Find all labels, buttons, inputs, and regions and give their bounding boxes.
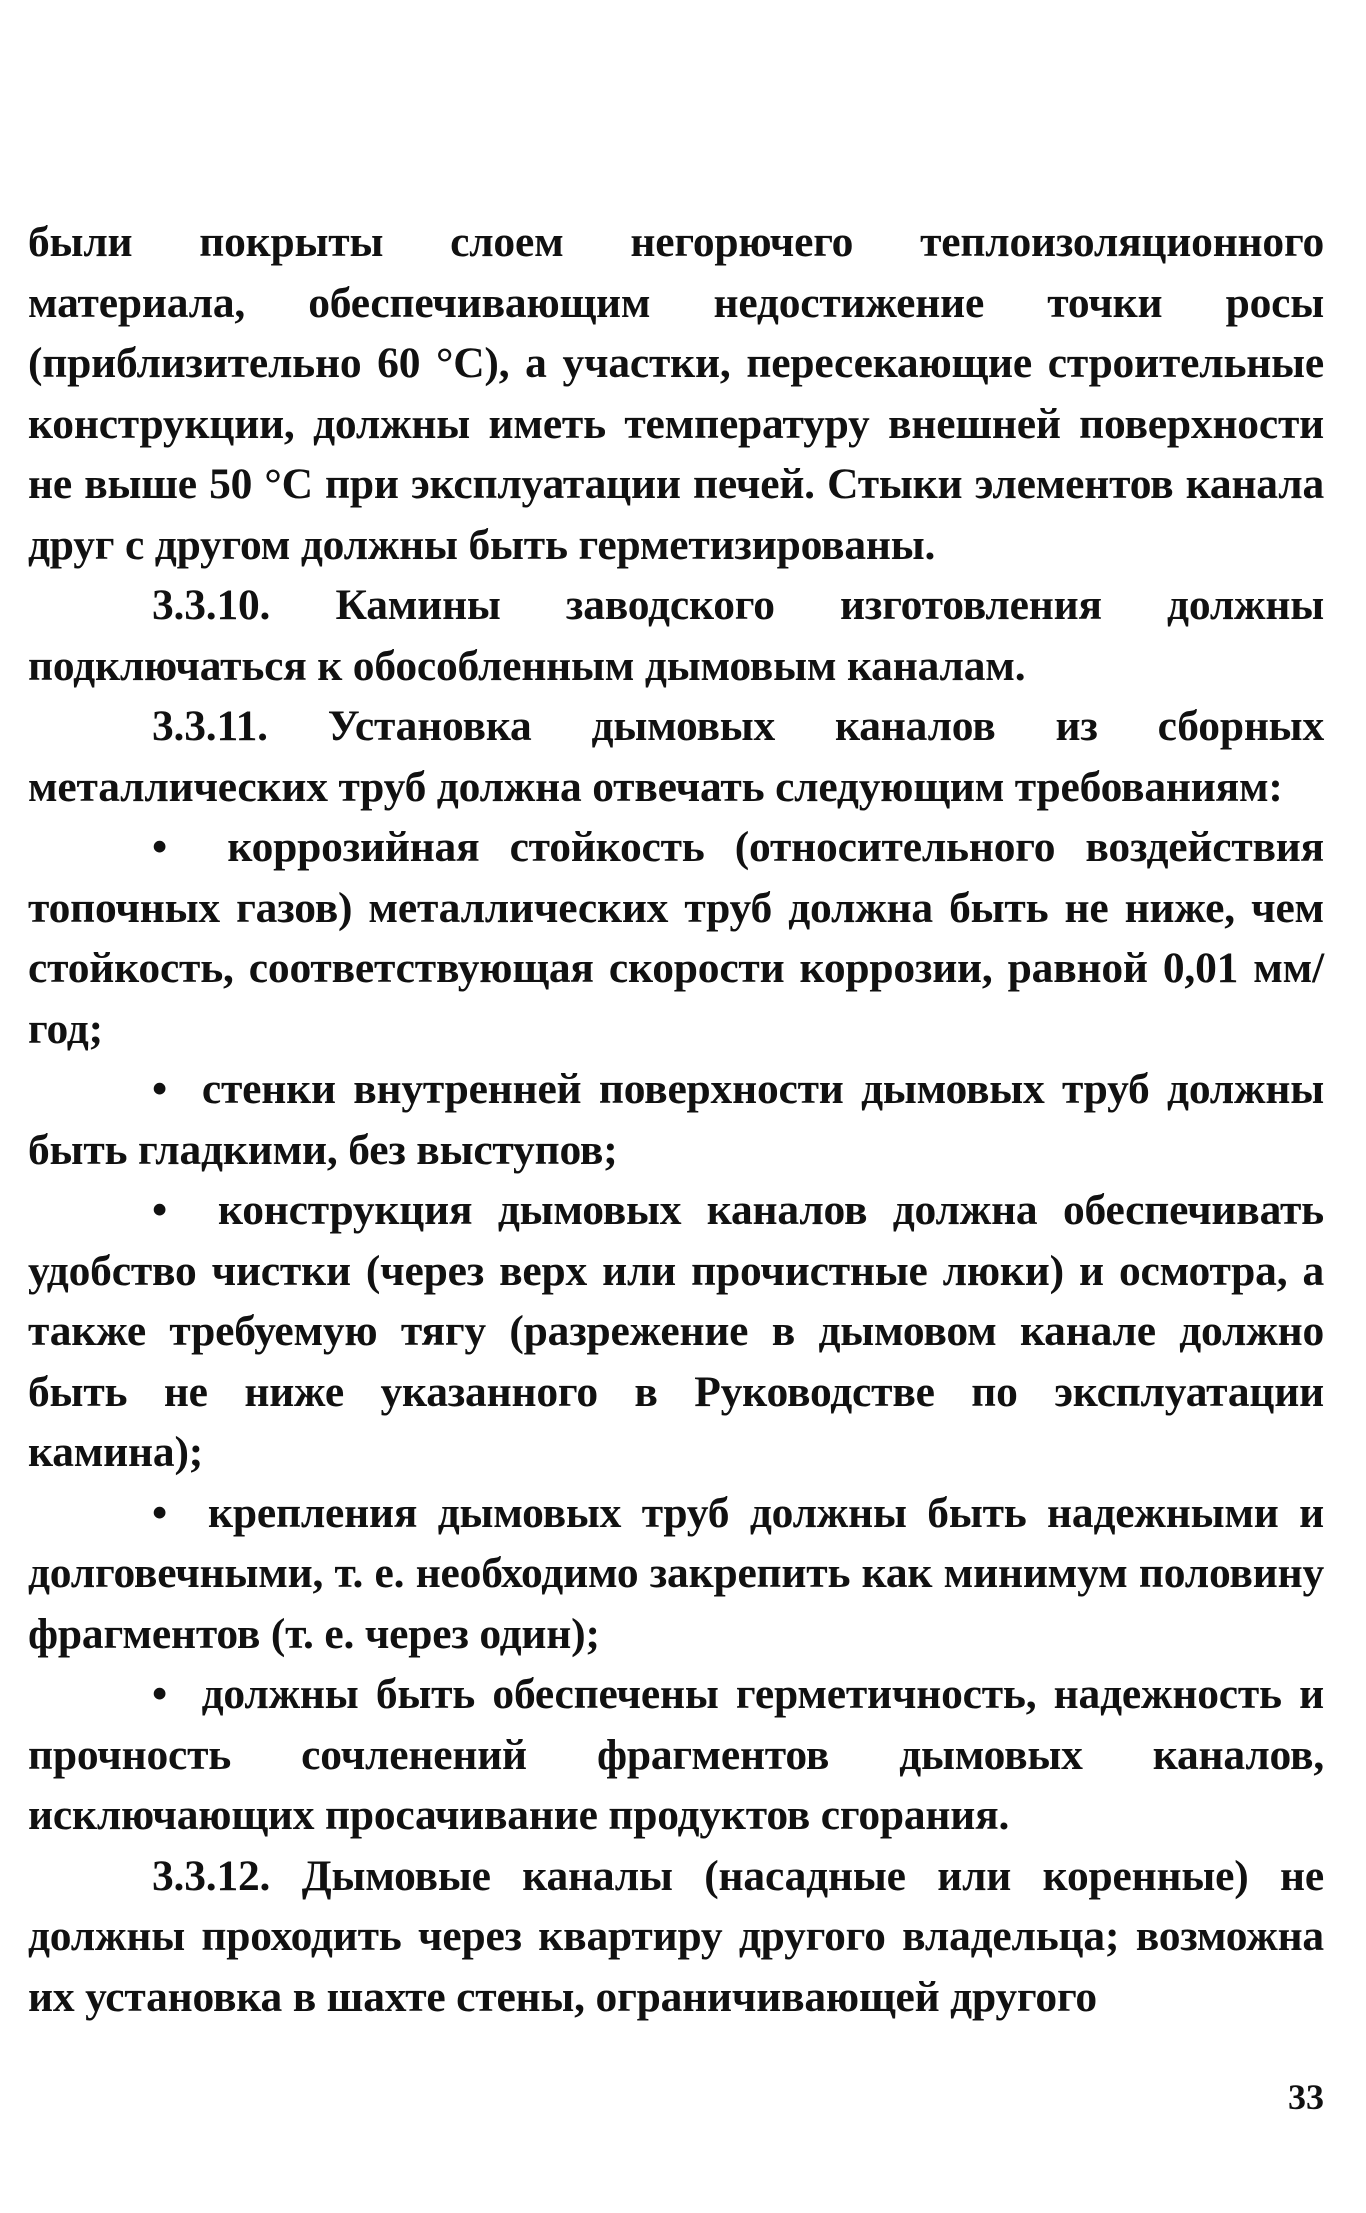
paragraph-3-3-12: 3.3.12. Дымовые каналы (насадные или коренные) не должны проходить через квартиру другого владельца; возможна их установка в шахте стены, ограничивающей другого — [28, 1851, 1324, 2021]
bullet-item-walls: • стенки внутренней поверхности дымовых труб должны быть гладкими, без выступов; — [28, 1059, 1324, 1180]
paragraph-continuation: были покрыты слоем негорючего теплоизоляционного материала, обеспечивающим недостижение точки росы (приблизительно 60 °С), а участки, пересекающие строительные конструкции, должны иметь температуру внешней поверхности не выше 50 °С при эксплуатации печей. Стыки элементов канала друг с другом должны быть герметизированы. — [28, 218, 1324, 569]
paragraph-3-3-11: 3.3.11. Установка дымовых каналов из сборных металлических труб должна отвечать следующим требованиям: — [28, 702, 1324, 811]
paragraph-3-3-10: 3.3.10. Камины заводского изготовления должны подключаться к обособленным дымовым каналам. — [28, 581, 1324, 690]
bullet-item-sealing: • должны быть обеспечены герметичность, надежность и прочность сочленений фрагментов дымовых каналов, исключающих просачивание продуктов сгорания. — [28, 1664, 1324, 1846]
bullet-item-construction: • конструкция дымовых каналов должна обеспечивать удобство чистки (через верх или прочистные люки) и осмотра, а также требуемую тягу (разрежение в дымовом канале должно быть не ниже указанного в Руководстве по эксплуатации камина); — [28, 1180, 1324, 1483]
bullet-item-corrosion: • коррозийная стойкость (относительного воздействия топочных газов) металлических труб должна быть не ниже, чем стойкость, соответствующая скорости коррозии, равной 0,01 мм/год; — [28, 817, 1324, 1059]
page-number: 33 — [1288, 2077, 1324, 2117]
body-text — [28, 212, 1324, 2027]
bullet-item-fastening: • крепления дымовых труб должны быть надежными и долговечными, т. е. необходимо закрепить как минимум половину фрагментов (т. е. через один); — [28, 1483, 1324, 1665]
